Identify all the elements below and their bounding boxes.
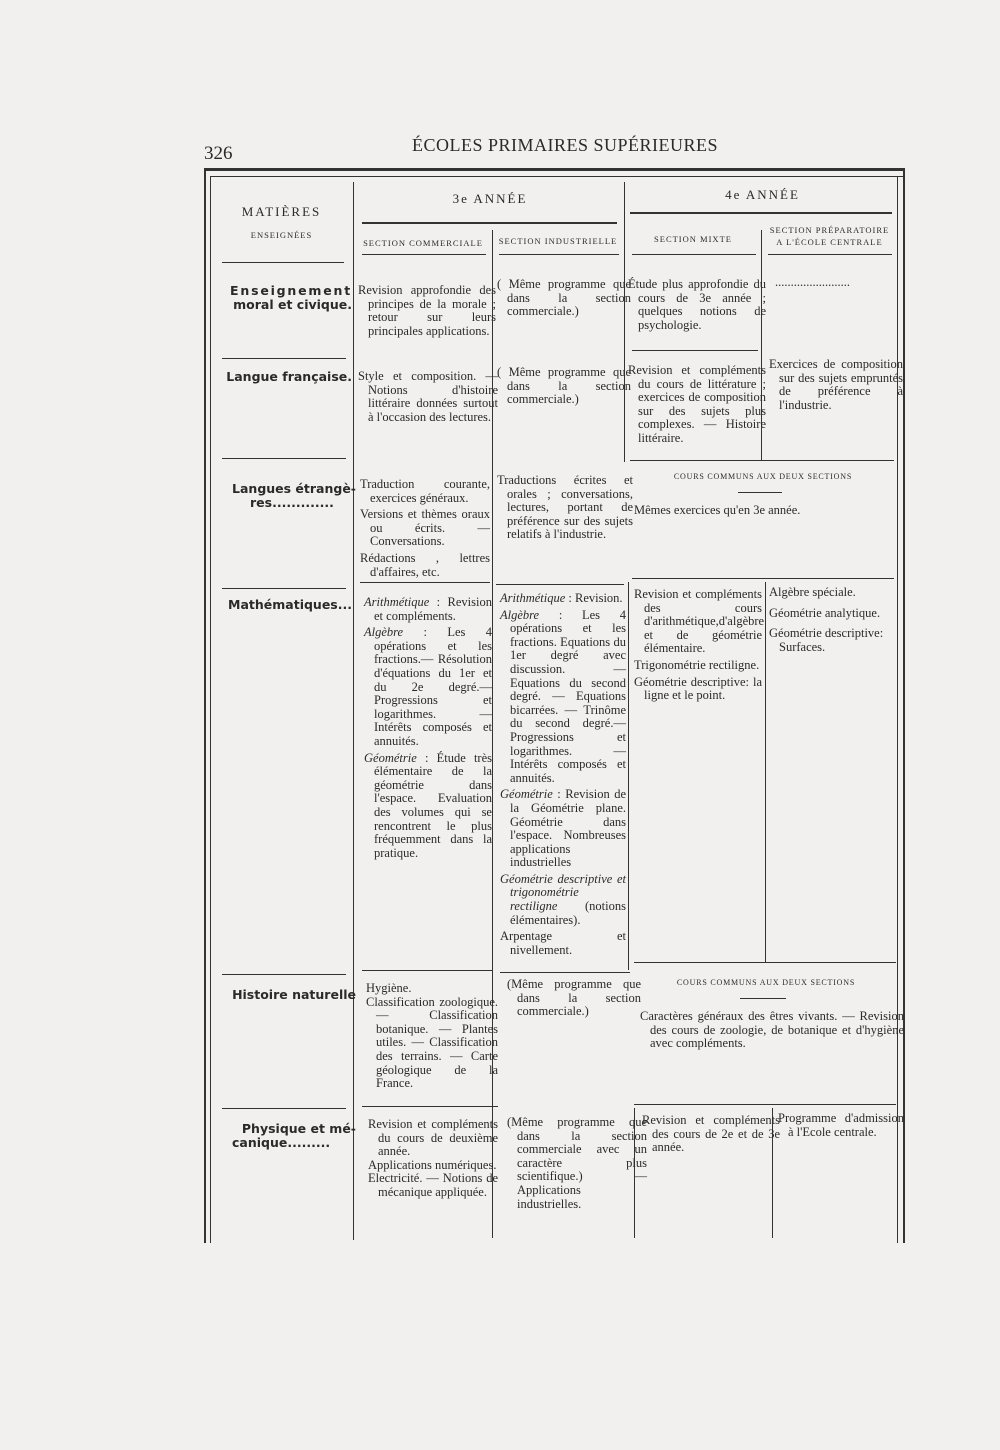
- moral-prep: ........................: [775, 275, 850, 289]
- etrangeres-com-2: Versions et thèmes oraux ou écrits. — Conversations.: [360, 507, 490, 549]
- frame-right-inner: [897, 176, 898, 1243]
- header-matieres: MATIÈRES: [241, 204, 322, 219]
- brace-3e: [362, 222, 617, 224]
- etrangeres-common-rule: [738, 492, 782, 493]
- etrangeres-com-3: Rédactions , lettres d'affaires, etc.: [360, 550, 490, 579]
- physique-mixte: Revision et compléments des cours de 2e et de 3e année.: [642, 1113, 780, 1155]
- page-title: ÉCOLES PRIMAIRES SUPÉRIEURES: [412, 135, 719, 155]
- row-rule-2: [222, 458, 346, 459]
- etrangeres-industrielle: Traductions écrites et orales ; conversations, lectures, portant de préférence sur des sujets relatifs à l'industrie.: [497, 473, 633, 542]
- physique-com-1: Revision et compléments du cours de deuxième année.: [368, 1117, 498, 1159]
- brace-4e: [630, 212, 892, 214]
- header-rule-com: [362, 254, 486, 255]
- col-rule-4b: [765, 582, 766, 962]
- maths-ind-2-title: Algèbre: [500, 607, 540, 622]
- row-rule-4e-4: [634, 962, 896, 963]
- row-rule-4: [222, 974, 346, 975]
- row-rule-com-4: [362, 970, 492, 971]
- subject-histoire: Histoire naturelle: [232, 987, 356, 1002]
- histoire-common: Caractères généraux des êtres vivants. — Revision des cours de zoologie, de botanique et d'hygiène avec compléments.: [640, 1009, 904, 1051]
- row-rule-4e-2: [630, 460, 894, 461]
- histoire-com-2: Classification zoologique. — Classification botanique. — Plantes utiles. — Classification des terrains. — Carte géologique de la France.: [366, 994, 498, 1091]
- maths-com-3-title: Géométrie: [364, 750, 417, 765]
- frame-left-inner: [210, 176, 211, 1243]
- subject-moral-1: Enseignement: [230, 283, 352, 298]
- maths-industrielle: [500, 592, 626, 960]
- maths-ind-1: : Revision.: [565, 591, 623, 605]
- langue-mixte: Revision et compléments du cours de littérature ; exercices de composition sur des sujets plus complexes. — Histoire littéraire.: [628, 363, 766, 445]
- header-section-prep-1: SECTION PRÉPARATOIRE: [769, 225, 890, 235]
- frame-top: [204, 168, 905, 171]
- maths-ind-5: Arpentage et nivellement.: [500, 929, 626, 957]
- col-rule-3b: [628, 582, 629, 970]
- row-rule-ind-3: [496, 584, 624, 585]
- header-section-industrielle: SECTION INDUSTRIELLE: [498, 236, 618, 246]
- row-rule-1: [222, 358, 346, 359]
- histoire-common-head: COURS COMMUNS AUX DEUX SECTIONS: [676, 978, 856, 987]
- histoire-com-1: Hygiène.: [366, 981, 412, 995]
- maths-ind-4: (notions élémentaires).: [510, 899, 626, 927]
- header-enseignees: ENSEIGNÉES: [250, 230, 313, 240]
- header-4e-annee: 4e ANNÉE: [725, 187, 800, 202]
- maths-mixte-1: Revision et compléments des cours d'arithmétique,d'algèbre et de géométrie élémentaire.: [634, 587, 765, 656]
- row-rule-4e-3: [632, 578, 894, 579]
- maths-com-2: : Les 4 opérations et les fractions.— Résolution d'équations du 1er et du 2e degré.— Progressions et logarithmes. — Intérêts composés et annuités.: [374, 625, 492, 748]
- physique-prep: Programme d'admission à l'Ecole centrale.: [778, 1111, 904, 1139]
- header-rule-prep: [768, 254, 892, 255]
- moral-mixte: Étude plus approfondie du cours de 3e année ; quelques notions de psychologie.: [628, 277, 766, 332]
- moral-commerciale: Revision approfondie des principes de la morale ; retour sur leurs principales applications.: [358, 283, 496, 338]
- subject-maths: Mathématiques...: [228, 597, 352, 612]
- col-rule-3a: [624, 182, 625, 462]
- frame-top-inner: [210, 176, 903, 177]
- maths-ind-4-title: Géométrie descriptive et trigonométrie rectiligne: [500, 871, 626, 914]
- langue-prep: Exercices de composition sur des sujets empruntés de préférence à l'industrie.: [769, 357, 903, 412]
- histoire-industrielle: (Même programme que dans la section commerciale.): [507, 977, 641, 1019]
- langue-commerciale: Style et composition. —Notions d'histoire littéraire données surtout à l'occasion des lectures.: [358, 369, 498, 424]
- maths-com-3: : Étude très élémentaire de la géométrie dans l'espace. Evaluation des volumes qui se rencontrent le plus fréquemment dans la pratique.: [374, 750, 492, 860]
- subject-moral-2: moral et civique.: [233, 297, 352, 312]
- header-section-commerciale: SECTION COMMERCIALE: [363, 238, 483, 248]
- etrangeres-com-1: Traduction courante, exercices généraux.: [360, 477, 490, 505]
- histoire-common-rule: [740, 998, 786, 999]
- maths-prep: [769, 586, 899, 657]
- etrangeres-commerciale: [360, 478, 490, 582]
- row-rule-5: [222, 1108, 346, 1109]
- maths-mixte-3: Géométrie descriptive: la ligne et le point.: [634, 674, 762, 703]
- row-rule-4e-5: [634, 1104, 896, 1105]
- col-rule-1: [353, 182, 354, 1240]
- row-rule-mixte-1: [632, 350, 758, 351]
- etrangeres-common: Mêmes exercices qu'en 3e année.: [634, 503, 801, 517]
- maths-mixte: [634, 587, 765, 706]
- maths-com-1-title: Arithmétique: [364, 595, 430, 609]
- maths-com-2-title: Algèbre: [364, 625, 404, 640]
- maths-commerciale: [364, 596, 492, 863]
- page-number: 326: [204, 143, 233, 164]
- subject-langue: Langue française.: [226, 369, 352, 384]
- maths-ind-3-title: Géométrie: [500, 787, 553, 802]
- header-3e-annee: 3e ANNÉE: [452, 191, 528, 206]
- physique-industrielle: (Même programme que dans la section commerciale avec un caractère plus scientifique.) — Applications industrielles.: [507, 1115, 647, 1211]
- header-rule-mixte: [632, 254, 756, 255]
- physique-commerciale: [368, 1118, 498, 1203]
- maths-prep-3: Géométrie descriptive: Surfaces.: [769, 626, 884, 654]
- header-section-prep-2: A L'ÉCOLE CENTRALE: [776, 237, 883, 247]
- maths-ind-2: : Les 4 opérations et les fractions. Equations du 1er degré avec discussion. — Equations du second degré. — Equations bicarrées. — Trinôme du second degré.— Progressions et logarithmes. — Intérêts composés et annuités.: [510, 607, 626, 785]
- maths-mixte-2: Trigonométrie rectiligne.: [634, 657, 760, 672]
- histoire-commerciale: [366, 982, 498, 1094]
- maths-ind-1-title: Arithmétique: [500, 591, 566, 605]
- row-rule-ind-4: [500, 972, 630, 973]
- subject-physique-1: Physique et mé-: [241, 1121, 356, 1136]
- langue-industrielle: ( Même programme que dans la section commerciale.): [497, 365, 631, 407]
- moral-industrielle: ( Même programme que dans la section commerciale.): [497, 277, 631, 319]
- row-rule-3: [222, 588, 346, 589]
- header-section-mixte: SECTION MIXTE: [654, 234, 732, 244]
- etrangeres-common-head: COURS COMMUNS AUX DEUX SECTIONS: [673, 472, 853, 481]
- frame-left: [204, 168, 206, 1243]
- header-rule-matieres: [222, 262, 344, 263]
- subject-etrangeres-2: res.............: [250, 495, 334, 510]
- physique-com-2: Applications numériques.: [368, 1157, 497, 1172]
- subject-physique-2: canique.........: [232, 1135, 331, 1150]
- maths-ind-3: : Revision de la Géométrie plane. Géométrie dans l'espace. Nombreuses applications industrielles: [510, 787, 626, 870]
- header-rule-ind: [499, 254, 619, 255]
- maths-prep-2: Géométrie analytique.: [769, 605, 881, 620]
- maths-prep-1: Algèbre spéciale.: [769, 585, 856, 599]
- subject-etrangeres-1: Langues étrangè-: [232, 481, 356, 496]
- frame-right: [903, 168, 905, 1243]
- maths-com-1: : Revision et compléments.: [374, 595, 492, 623]
- row-rule-com-5: [362, 1106, 498, 1107]
- physique-com-3: Electricité. — Notions de mécanique appliquée.: [368, 1171, 498, 1199]
